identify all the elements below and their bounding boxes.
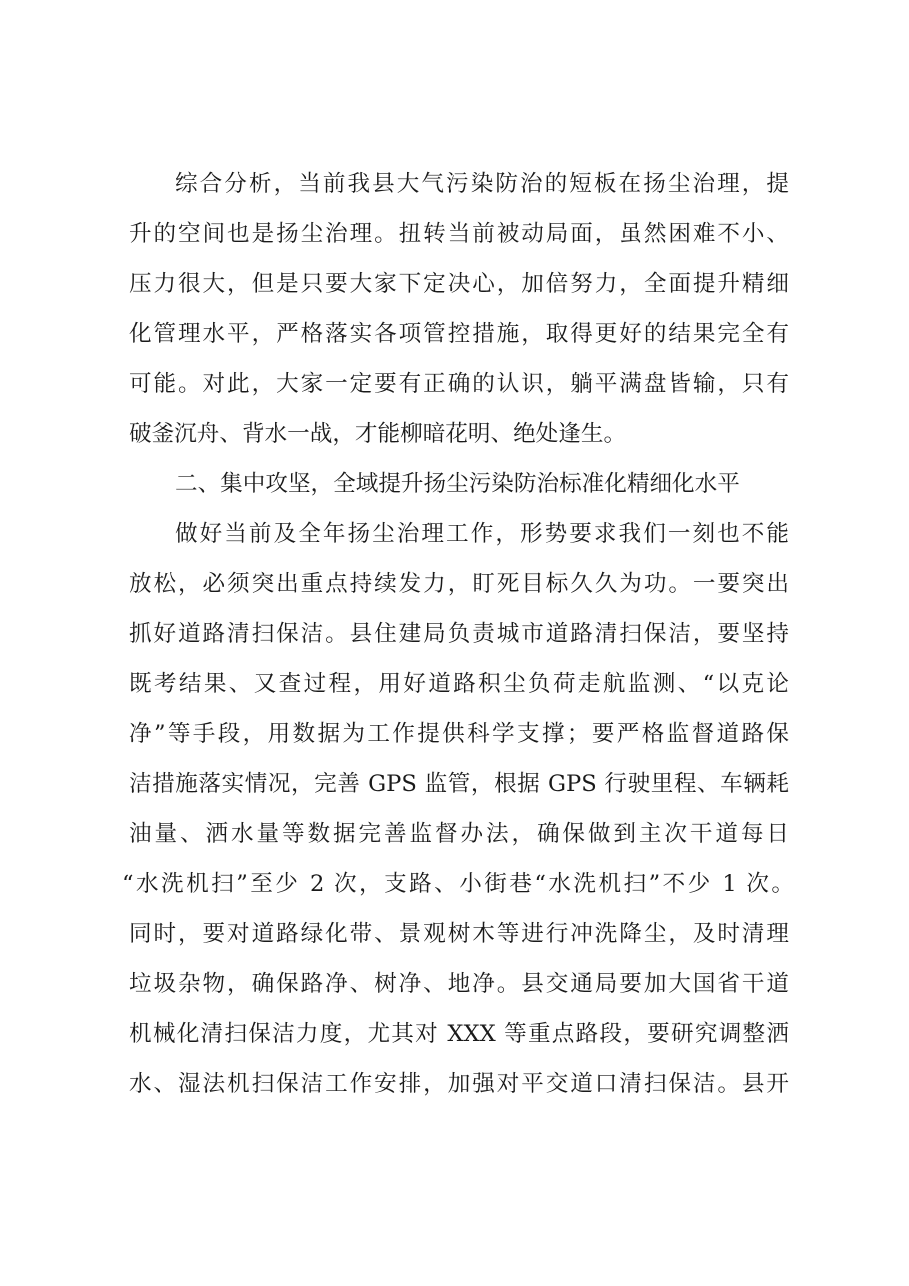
paragraph-1-line-4: 化管理水平，严格落实各项管控措施，取得更好的结果完全有	[129, 321, 789, 347]
paragraph-1-line-3: 压力很大，但是只要大家下定决心，加倍努力，全面提升精细	[129, 271, 789, 297]
paragraph-1-line-5: 可能。对此，大家一定要有正确的认识，躺平满盘皆输，只有	[129, 371, 789, 397]
paragraph-2-line-8: “水洗机扫”至少 2 次，支路、小街巷“水洗机扫”不少 1 次。	[122, 871, 794, 897]
paragraph-2-line-1: 做好当前及全年扬尘治理工作，形势要求我们一刻也不能	[175, 521, 789, 547]
paragraph-1-line-6: 破釜沉舟、背水一战，才能柳暗花明、绝处逢生。	[129, 421, 627, 447]
paragraph-2-line-11: 机械化清扫保洁力度，尤其对 XXX 等重点路段，要研究调整洒	[129, 1021, 789, 1047]
paragraph-1-line-1: 综合分析，当前我县大气污染防治的短板在扬尘治理，提	[175, 171, 789, 197]
paragraph-2-line-5: 净”等手段，用数据为工作提供科学支撑；要严格监督道路保	[129, 721, 789, 747]
paragraph-2-line-7: 油量、洒水量等数据完善监督办法，确保做到主次干道每日	[129, 821, 789, 847]
paragraph-2-line-2: 放松，必须突出重点持续发力，盯死目标久久为功。一要突出	[129, 571, 789, 597]
paragraph-2-line-3: 抓好道路清扫保洁。县住建局负责城市道路清扫保洁，要坚持	[129, 621, 789, 647]
paragraph-1-line-2: 升的空间也是扬尘治理。扭转当前被动局面，虽然困难不小、	[129, 221, 789, 247]
paragraph-2-line-9: 同时，要对道路绿化带、景观树木等进行冲洗降尘，及时清理	[129, 921, 789, 947]
paragraph-2-line-10: 垃圾杂物，确保路净、树净、地净。县交通局要加大国省干道	[129, 971, 789, 997]
paragraph-2-line-4: 既考结果、又查过程，用好道路积尘负荷走航监测、“以克论	[129, 671, 789, 697]
section-heading: 二、集中攻坚，全域提升扬尘污染防治标准化精细化水平	[175, 471, 740, 497]
paragraph-2-line-6: 洁措施落实情况，完善 GPS 监管，根据 GPS 行驶里程、车辆耗	[129, 771, 789, 797]
paragraph-2-line-12: 水、湿法机扫保洁工作安排，加强对平交道口清扫保洁。县开	[129, 1071, 789, 1097]
